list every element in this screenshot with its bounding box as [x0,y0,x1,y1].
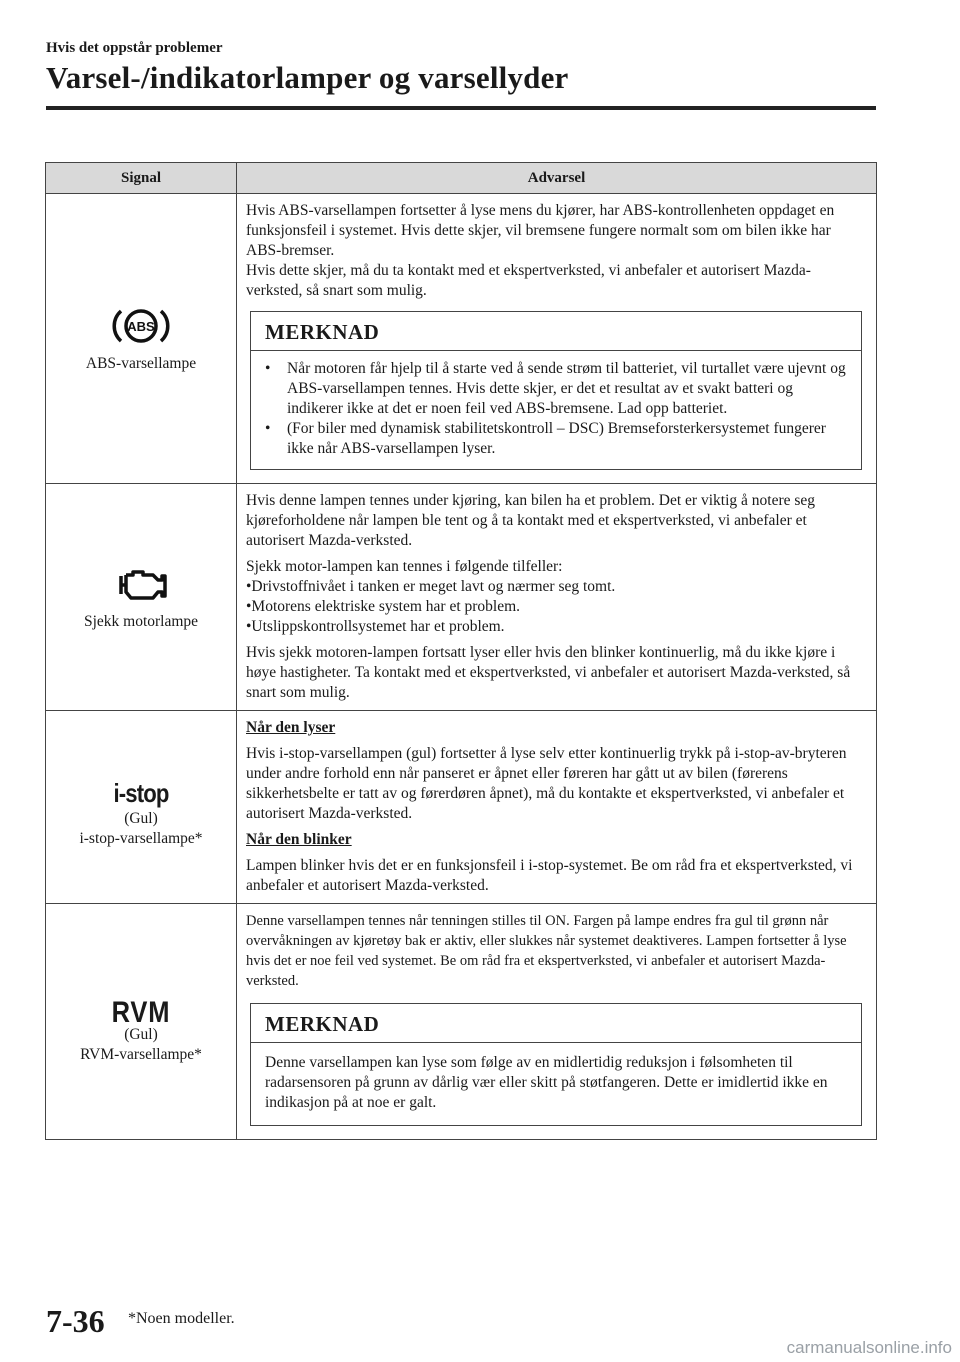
warning-text: Hvis denne lampen tennes under kjøring, kan bilen ha et problem. Det er viktig å notere seg kjøreforholdene når lampen ble tent og å ta kontakt med et ekspertverksted, vi anbefaler et autorisert Mazda-verksted. [246,492,816,549]
warning-text: Hvis sjekk motoren-lampen fortsatt lyser eller hvis den blinker kontinuerlig, må du ikke kjøre i høye hastigheter. Ta kontakt med et ekspertverksted, vi anbefaler et autorisert Mazda-verksted, så snart som mulig. [246,644,851,701]
table-row [46,484,877,711]
list-item: •Utslippskontrollsystemet har et problem. [246,618,505,635]
table-row [46,711,877,904]
warning-text: Hvis i-stop-varsellampen (gul) fortsetter å lyse selv etter kontinuerlig trykk på i-stop-av-bryteren under andre forhold enn når panseret er åpnet eller føreren har gått ut av bilen (førerens sikkerhetsbelte er tatt av og førerdøren åpnet), må du kontakte et ekspertverksted, vi anbefaler et autorisert Mazda-verksted. [246,745,847,822]
signal-color: (Gul) [124,810,158,827]
column-header-warning: Advarsel [237,163,877,194]
bullet-icon: • [265,420,271,437]
table-row [46,904,877,1140]
rvm-icon: RVM [111,995,171,1029]
bullet-icon: • [265,360,271,377]
subheading: Når den lyser [246,719,336,736]
note-box [250,311,862,470]
note-text: Denne varsellampen kan lyse som følge av en midlertidig reduksjon i følsomheten til radarsensoren på grunn av dårlig vær eller skitt på støtfangeren. Dette er imidlertid ikke en indikasjon på at noe er galt. [265,1054,828,1111]
note-title: MERKNAD [251,1004,861,1043]
page-number: 7-36 [46,1303,105,1339]
signal-label: ABS-varsellampe [85,354,197,372]
section-label: Hvis det oppstår problemer [46,40,223,56]
warning-text: Denne varsellampen tennes når tenningen stilles til ON. Fargen på lampe endres fra gul til grønn når overvåkningen av kjøretøy bak er aktiv, eller slukkes når systemet deaktiveres. Lampen fortsetter å lyse hvis det er noe feil ved systemet. Be om råd fra et ekspertverksted, vi anbefaler et autorisert Mazda-verksted. [246,913,847,989]
note-title: MERKNAD [251,312,861,351]
note-bullet [265,419,847,459]
warning-text: Hvis dette skjer, må du ta kontakt med et ekspertverksted, vi anbefaler et autorisert Mazda-verksted, så snart som mulig. [246,262,811,299]
note-bullet [265,359,847,419]
i-stop-icon: i-stop [113,778,169,808]
signal-label: i-stop-varsellampe* [79,830,203,847]
warning-text: Lampen blinker hvis det er en funksjonsfeil i i-stop-systemet. Be om råd fra et ekspertverksted, vi anbefaler et autorisert Mazda-verksted. [246,857,853,894]
signal-cell [46,904,237,1140]
page-title: Varsel-/indikatorlamper og varsellyder [46,60,569,95]
signal-cell [46,484,237,711]
note-bullet-text: (For biler med dynamisk stabilitetskontroll – DSC) Bremseforsterkersystemet fungerer ikke når ABS-varsellampen lyser. [287,420,826,457]
list-item: •Motorens elektriske system har et problem. [246,598,521,615]
signal-label: Sjekk motorlampe [83,613,199,630]
warning-text: Hvis ABS-varsellampen fortsetter å lyse mens du kjører, har ABS-kontrollenheten oppdaget en funksjonsfeil i systemet. Hvis dette skjer, vil bremsene fungere normalt som om bilen ikke har ABS-bremser. [246,202,835,259]
abs-warning-icon [109,304,173,348]
footnote: *Noen modeller. [128,1310,235,1327]
warning-cell [237,711,877,904]
warning-cell [237,904,877,1140]
note-box [250,1003,862,1126]
table-row [46,194,877,484]
note-bullet-text: Når motoren får hjelp til å starte ved å sende strøm til batteriet, vil turtallet være ujevnt og ABS-varsellampen tennes. Hvis dette skjer, er det et resultat av et svakt batteri og indikerer ikke at det er noen feil ved ABS-bremsene. Lad opp batteriet. [287,360,846,417]
signal-cell [46,194,237,484]
check-engine-icon [109,562,173,606]
subheading: Når den blinker [246,831,352,848]
warning-table [45,162,877,1140]
warning-cell [237,194,877,484]
title-rule [46,106,876,110]
warning-cell [237,484,877,711]
signal-label: RVM-varsellampe* [80,1045,202,1063]
svg-text:ABS: ABS [127,318,155,334]
watermark: carmanualsonline.info [786,1338,952,1357]
table-header-row [46,163,877,194]
list-item: •Drivstoffnivået i tanken er meget lavt og nærmer seg tomt. [246,578,616,595]
column-header-signal: Signal [46,163,237,194]
signal-cell [46,711,237,904]
signal-color: (Gul) [124,1025,158,1043]
warning-text: Sjekk motor-lampen kan tennes i følgende tilfeller: [246,558,563,575]
